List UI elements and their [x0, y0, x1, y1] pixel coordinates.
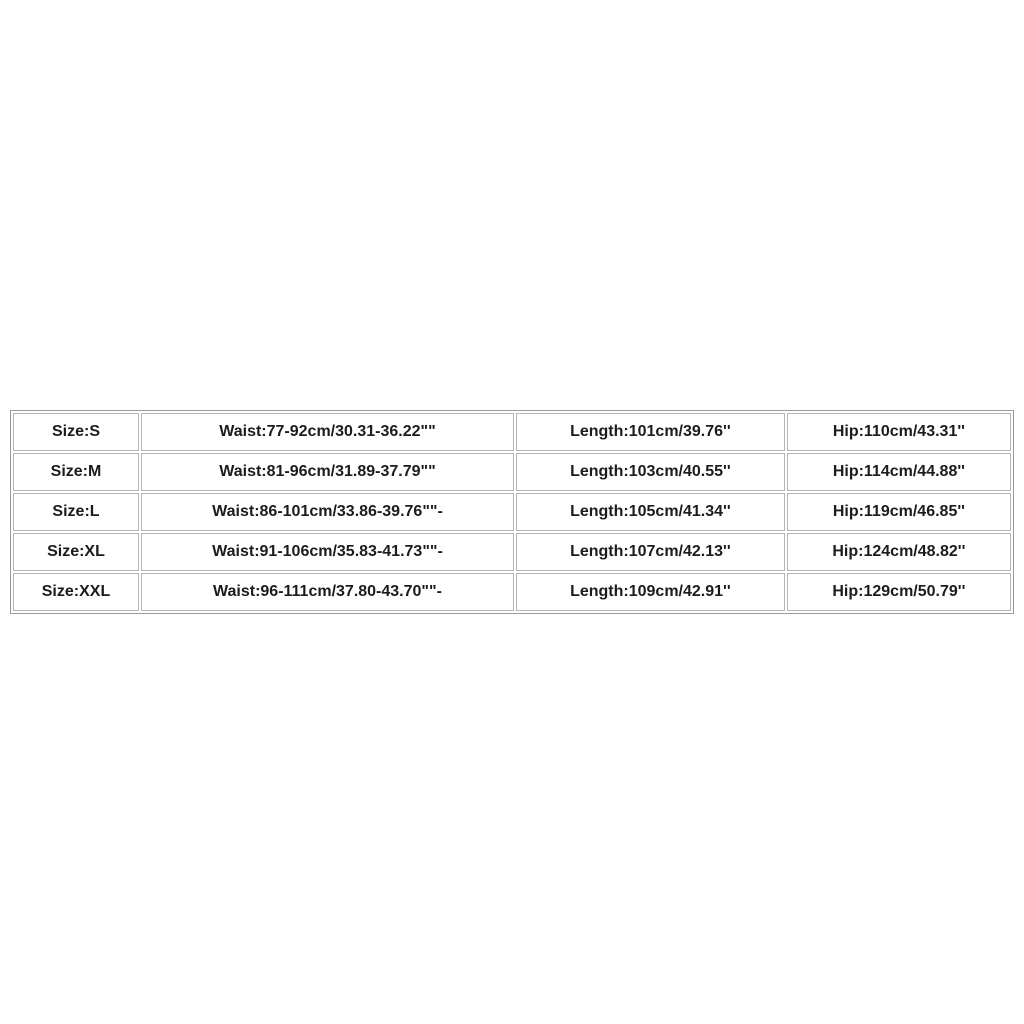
hip-cell: Hip:114cm/44.88'' [787, 453, 1011, 491]
size-cell: Size:XXL [13, 573, 139, 611]
size-cell: Size:S [13, 413, 139, 451]
waist-cell: Waist:86-101cm/33.86-39.76""- [141, 493, 514, 531]
size-cell: Size:M [13, 453, 139, 491]
size-cell: Size:XL [13, 533, 139, 571]
length-cell: Length:101cm/39.76'' [516, 413, 785, 451]
size-row-m [13, 453, 1011, 491]
size-row-xl [13, 533, 1011, 571]
length-cell: Length:105cm/41.34'' [516, 493, 785, 531]
size-row-l [13, 493, 1011, 531]
hip-cell: Hip:129cm/50.79'' [787, 573, 1011, 611]
waist-cell: Waist:81-96cm/31.89-37.79"" [141, 453, 514, 491]
length-cell: Length:109cm/42.91'' [516, 573, 785, 611]
size-chart [10, 410, 1014, 614]
length-cell: Length:103cm/40.55'' [516, 453, 785, 491]
waist-cell: Waist:96-111cm/37.80-43.70""- [141, 573, 514, 611]
size-row-s [13, 413, 1011, 451]
hip-cell: Hip:119cm/46.85'' [787, 493, 1011, 531]
hip-cell: Hip:110cm/43.31'' [787, 413, 1011, 451]
size-row-xxl [13, 573, 1011, 611]
waist-cell: Waist:91-106cm/35.83-41.73""- [141, 533, 514, 571]
size-chart-table [10, 410, 1014, 614]
size-cell: Size:L [13, 493, 139, 531]
waist-cell: Waist:77-92cm/30.31-36.22"" [141, 413, 514, 451]
length-cell: Length:107cm/42.13'' [516, 533, 785, 571]
hip-cell: Hip:124cm/48.82'' [787, 533, 1011, 571]
